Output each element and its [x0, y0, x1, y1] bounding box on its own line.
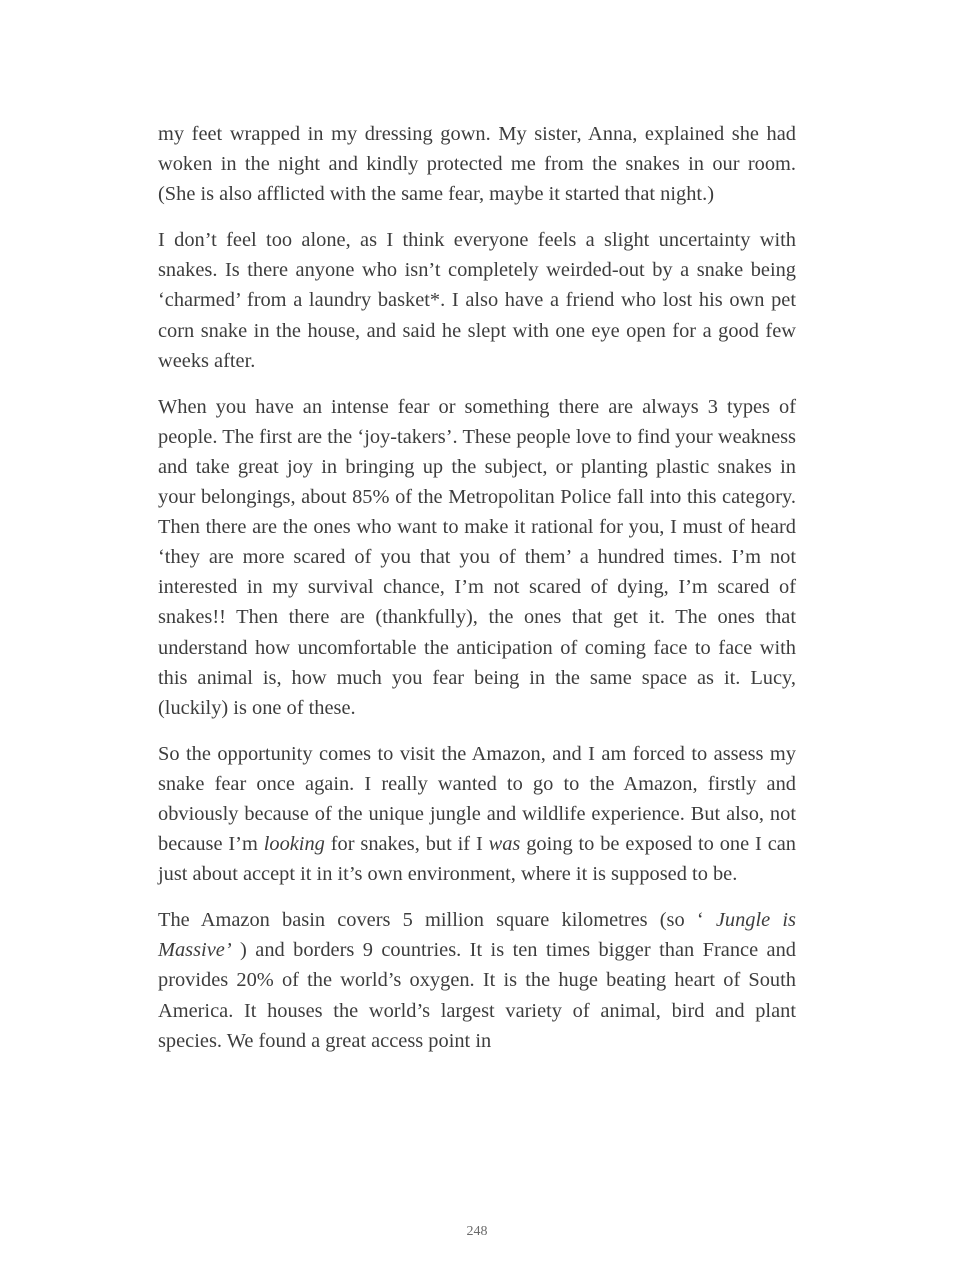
- text-segment: my feet wrapped in my dressing gown. My sister, Anna, explained she had woken in the night and kindly protected me from the snakes in our room. (She is also afflicted with the same fear, maybe it started that night.): [158, 123, 796, 206]
- text-segment: I don’t feel too alone, as I think everyone feels a slight uncertainty with snakes. Is there anyone who isn’t completely weirded-out by a snake being ‘charmed’ from a laundry basket*. I also have a friend who lost his own pet corn snake in the house, and said he slept with one eye open for a good few weeks after.: [158, 229, 796, 372]
- italic-text: Jungle is Massive’: [158, 909, 796, 962]
- page-number: 248: [466, 1224, 488, 1239]
- text-segment: for snakes, but if I: [324, 833, 489, 856]
- paragraph: [158, 739, 796, 889]
- text-segment: When you have an intense fear or something there are always 3 types of people. The first are the ‘joy-takers’. These people love to find your weakness and take great joy in bringing up the subject, or planting plastic snakes in your belongings, about 85% of the Metropolitan Police fall into this category. Then there are the ones who want to make it rational for you, I must of heard ‘they are more scared of you that you of them’ a hundred times. I’m not interested in my survival chance, I’m not scared of dying, I’m scared of snakes!! Then there are (thankfully), the ones that get it. The ones that understand how uncomfortable the anticipation of coming face to face with this animal is, how much you fear being in the same space as it. Lucy, (luckily) is one of these.: [158, 395, 796, 719]
- text-segment: ) and borders 9 countries. It is ten times bigger than France and provides 20% of the world’s oxygen. It is the huge beating heart of South America. It houses the world’s largest variety of animal, bird and plant species. We found a great access point in: [158, 939, 796, 1052]
- text-segment: So the opportunity comes to visit the Amazon, and I am forced to assess my snake fear once again. I really wanted to go to the Amazon, firstly and obviously because of the unique jungle and wildlife experience. But also, not because I’m: [158, 742, 796, 856]
- paragraph: [158, 225, 796, 375]
- body-text: [158, 119, 796, 1072]
- paragraph: [158, 392, 796, 723]
- text-segment: going to be exposed to one I can just about accept it in it’s own environment, where it is supposed to be.: [158, 833, 796, 886]
- italic-text: looking: [263, 833, 325, 856]
- paragraph: [158, 905, 796, 1055]
- paragraph: [158, 119, 796, 209]
- italic-text: was: [488, 833, 521, 856]
- text-segment: The Amazon basin covers 5 million square kilometres (so ‘: [158, 909, 716, 932]
